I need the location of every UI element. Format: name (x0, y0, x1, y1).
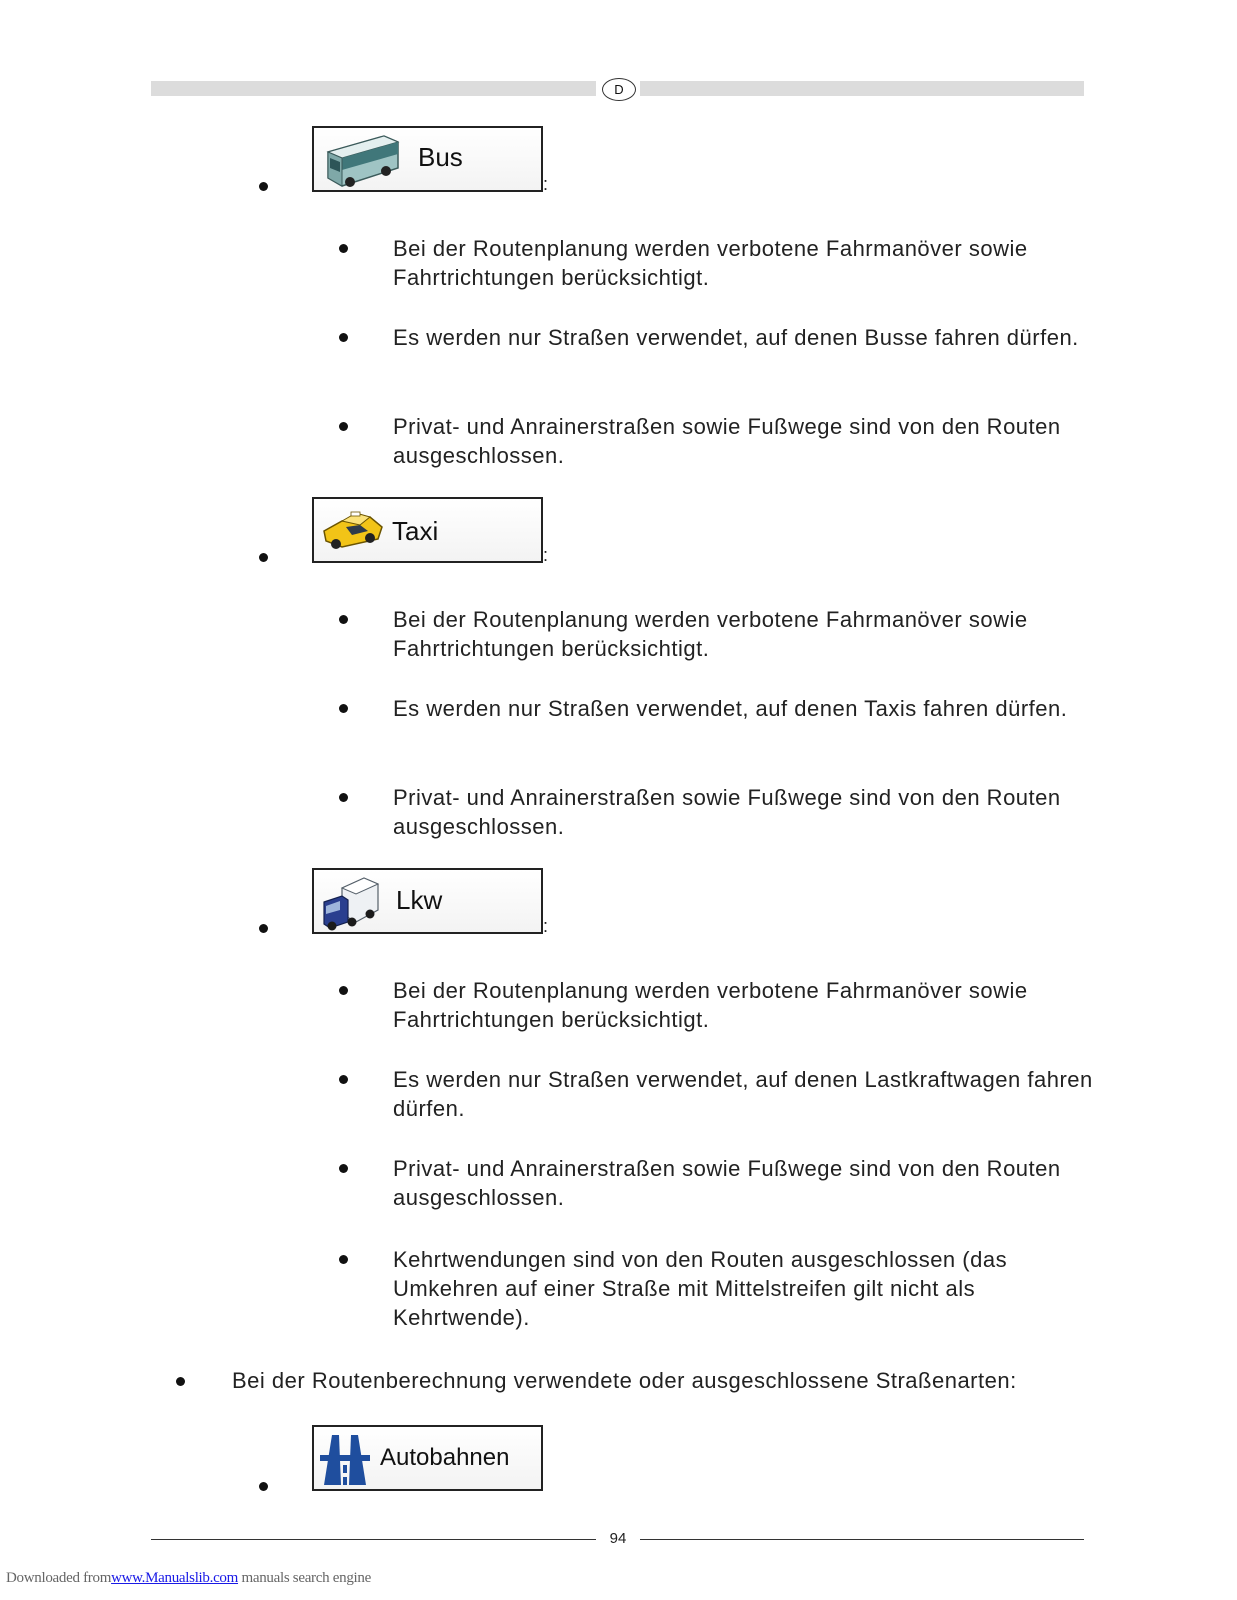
bullet (176, 1377, 185, 1386)
country-badge: D (602, 78, 636, 101)
bus-rule-1: Bei der Routenplanung werden verbotene Fahrmanöver sowie Fahrtrichtungen berücksichtigt. (393, 236, 1028, 290)
page-number: 94 (609, 1530, 627, 1547)
download-prefix: Downloaded from (6, 1570, 112, 1586)
manualslib-link[interactable]: www.Manualslib.com (111, 1570, 239, 1586)
motorway-button[interactable] (312, 1425, 543, 1491)
bus-icon (322, 132, 402, 195)
download-suffix: manuals search engine (238, 1570, 371, 1586)
motorway-button-label: Autobahnen (380, 1444, 510, 1471)
bus-rule-3: Privat- und Anrainerstraßen sowie Fußwege sind von den Routen ausgeschlossen. (393, 414, 1061, 468)
taxi-rule-2: Es werden nur Straßen verwendet, auf denen Taxis fahren dürfen. (393, 696, 1068, 721)
truck-icon (320, 876, 380, 937)
taxi-rule-1: Bei der Routenplanung werden verbotene Fahrmanöver sowie Fahrtrichtungen berücksichtigt. (393, 607, 1028, 661)
bullet (339, 422, 348, 431)
colon: : (543, 174, 549, 194)
colon: : (543, 545, 549, 565)
motorway-icon (320, 1433, 370, 1490)
header-bar-right (640, 81, 1084, 96)
bullet (259, 553, 268, 562)
truck-button-label: Lkw (396, 885, 443, 915)
truck-button[interactable] (312, 868, 543, 934)
bullet (339, 1075, 348, 1084)
bullet (339, 704, 348, 713)
footer-line-right (640, 1539, 1084, 1540)
header-bar-left (151, 81, 596, 96)
bullet (339, 333, 348, 342)
bullet (259, 924, 268, 933)
truck-rule-2: Es werden nur Straßen verwendet, auf denen Lastkraftwagen fahren dürfen. (393, 1067, 1093, 1121)
road-types-intro: Bei der Routenberechnung verwendete oder ausgeschlossene Straßenarten: (232, 1368, 1017, 1393)
truck-rule-3: Privat- und Anrainerstraßen sowie Fußwege sind von den Routen ausgeschlossen. (393, 1156, 1061, 1210)
colon: : (543, 916, 549, 936)
bullet (339, 793, 348, 802)
bullet (339, 1164, 348, 1173)
taxi-rule-3: Privat- und Anrainerstraßen sowie Fußwege sind von den Routen ausgeschlossen. (393, 785, 1061, 839)
taxi-icon (320, 509, 386, 558)
bullet (259, 1482, 268, 1491)
bus-button-label: Bus (418, 142, 463, 172)
bullet (339, 1255, 348, 1264)
bus-button[interactable] (312, 126, 543, 192)
bus-rule-2: Es werden nur Straßen verwendet, auf denen Busse fahren dürfen. (393, 325, 1079, 350)
bullet (339, 986, 348, 995)
bullet (339, 615, 348, 624)
footer-line-left (151, 1539, 596, 1540)
taxi-button-label: Taxi (392, 516, 439, 546)
truck-rule-4: Kehrtwendungen sind von den Routen ausgeschlossen (das Umkehren auf einer Straße mit Mittelstreifen gilt nicht als Kehrtwende). (393, 1247, 1008, 1330)
bullet (259, 182, 268, 191)
download-note (6, 1570, 371, 1587)
truck-rule-1: Bei der Routenplanung werden verbotene Fahrmanöver sowie Fahrtrichtungen berücksichtigt. (393, 978, 1028, 1032)
bullet (339, 244, 348, 253)
taxi-button[interactable] (312, 497, 543, 563)
